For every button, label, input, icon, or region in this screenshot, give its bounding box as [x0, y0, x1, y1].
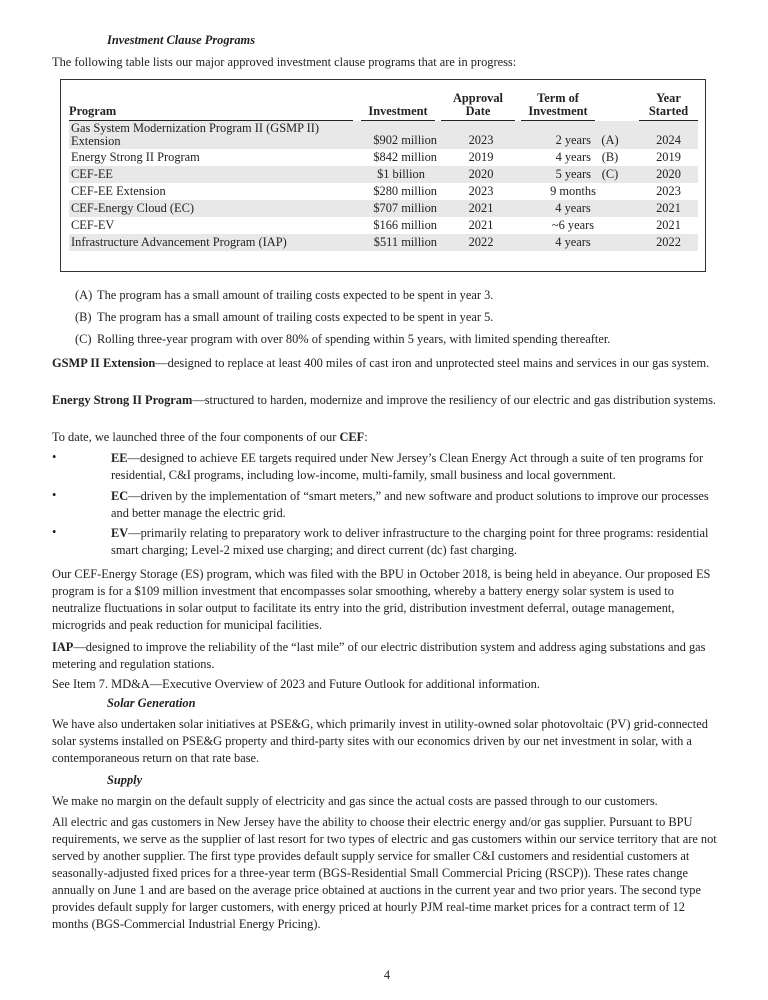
table-row: CEF-EE $1 billion 2020 5 years (C) 2020 [69, 166, 698, 183]
bullet-icon: • [52, 450, 57, 464]
footnote-c: (C) Rolling three-year program with over 80% of spending within 5 years, with limited spending thereafter. [75, 332, 611, 346]
iap-paragraph: IAP—designed to improve the reliability of the “last mile” of our electric distribution system and address aging substations and gas metering and regulation stations. [52, 640, 706, 671]
table-header-row [69, 92, 698, 121]
footnote-b: (B) The program has a small amount of trailing costs expected to be spent in year 5. [75, 310, 494, 324]
header-approval-date: Approval Date [441, 92, 515, 121]
supply-paragraph-2: All electric and gas customers in New Jersey have the ability to choose their electric energy and/or gas supplier. Pursuant to BPU requirements, we serve as the supplier of last resort for two types of electric and gas customers within our service territory that are not served by another supplier. The first type provides default supply service for smaller C&I customers and residential customers at seasonally-adjusted fixed prices for a three-year term (BGS-Residential Small Commercial Pricing (RSCP)). These rates change annually on June 1 and are based on the average price obtained at auctions in the current year and two prior years. The second type provides default supply for larger customers, with energy priced at hourly PJM real-time market prices for a contract term of 12 months (BGS-Commercial Industrial Energy Pricing). [52, 815, 717, 931]
header-year-started: Year Started [639, 92, 698, 121]
table-row: CEF-EE Extension $280 million 2023 9 months 2023 [71, 184, 681, 198]
table-row: CEF-EV $166 million 2021 ~6 years 2021 [71, 218, 681, 232]
table-row: Energy Strong II Program $842 million 2019 4 years (B) 2019 [71, 150, 681, 164]
header-program: Program [69, 92, 353, 121]
energy-strong-paragraph: Energy Strong II Program—structured to harden, modernize and improve the resiliency of our electric and gas distribution systems. [52, 393, 717, 407]
supply-paragraph-1: We make no margin on the default supply of electricity and gas since the actual costs are passed through to our customers. [52, 794, 658, 808]
bullet-ee: • EE—designed to achieve EE targets required under New Jersey’s Clean Energy Act through a suite of ten programs for residential, C&I programs, including low-income, multi-family, small business and local government. [52, 450, 704, 482]
table-row: CEF-Energy Cloud (EC) $707 million 2021 4 years 2021 [69, 200, 698, 217]
cef-intro-paragraph: To date, we launched three of the four components of our CEF: [52, 430, 368, 444]
header-investment: Investment [361, 92, 435, 121]
programs-table-box [60, 79, 706, 272]
programs-table [69, 92, 698, 251]
solar-paragraph: We have also undertaken solar initiatives at PSE&G, which primarily invest in utility-owned solar photovoltaic (PV) grid-connected solar systems installed on PSE&G property and third-party sites with our economics driven by our net investment in solar, with a contemporaneous return on that rate base. [52, 717, 708, 765]
gsmp-paragraph: GSMP II Extension—designed to replace at least 400 miles of cast iron and unprotected steel mains and services in our gas system. [52, 356, 710, 370]
footnote-a: (A) The program has a small amount of trailing costs expected to be spent in year 3. [75, 288, 494, 302]
bullet-icon: • [52, 488, 57, 502]
bullet-ec: • EC—driven by the implementation of “smart meters,” and new software and product solutions to improve our processes and better manage the electric grid. [52, 488, 709, 520]
page-number: 4 [383, 968, 391, 982]
supply-heading: Supply [107, 773, 143, 787]
table-row: Infrastructure Advancement Program (IAP) $511 million 2022 4 years 2022 [69, 234, 698, 251]
see-item-paragraph: See Item 7. MD&A—Executive Overview of 2023 and Future Outlook for additional information. [52, 677, 540, 691]
table-footnotes [75, 287, 610, 353]
bullet-icon: • [52, 525, 57, 539]
solar-heading: Solar Generation [107, 696, 196, 710]
header-term: Term of Investment [521, 92, 595, 121]
section-heading: Investment Clause Programs [107, 33, 256, 47]
table-row: Gas System Modernization Program II (GSMP II) Extension $902 million 2023 2 years (A) 2024 [69, 121, 698, 149]
intro-paragraph: The following table lists our major approved investment clause programs that are in progress: [52, 55, 517, 69]
bullet-ev: • EV—primarily relating to preparatory work to deliver infrastructure to the charging point for three programs: residential smart charging; Level-2 mixed use charging; and direct current (dc) fast charging. [52, 525, 709, 557]
es-paragraph: Our CEF-Energy Storage (ES) program, which was filed with the BPU in October 2018, is being held in abeyance. Our proposed ES program is for a $109 million investment that encompasses solar smoothing, whereby a battery energy solar system is used to neutralize fluctuations in solar output to facilitate its entry into the grid, distribution investment deferral, outage management, microgrids and peak reduction for municipal facilities. [52, 567, 711, 632]
